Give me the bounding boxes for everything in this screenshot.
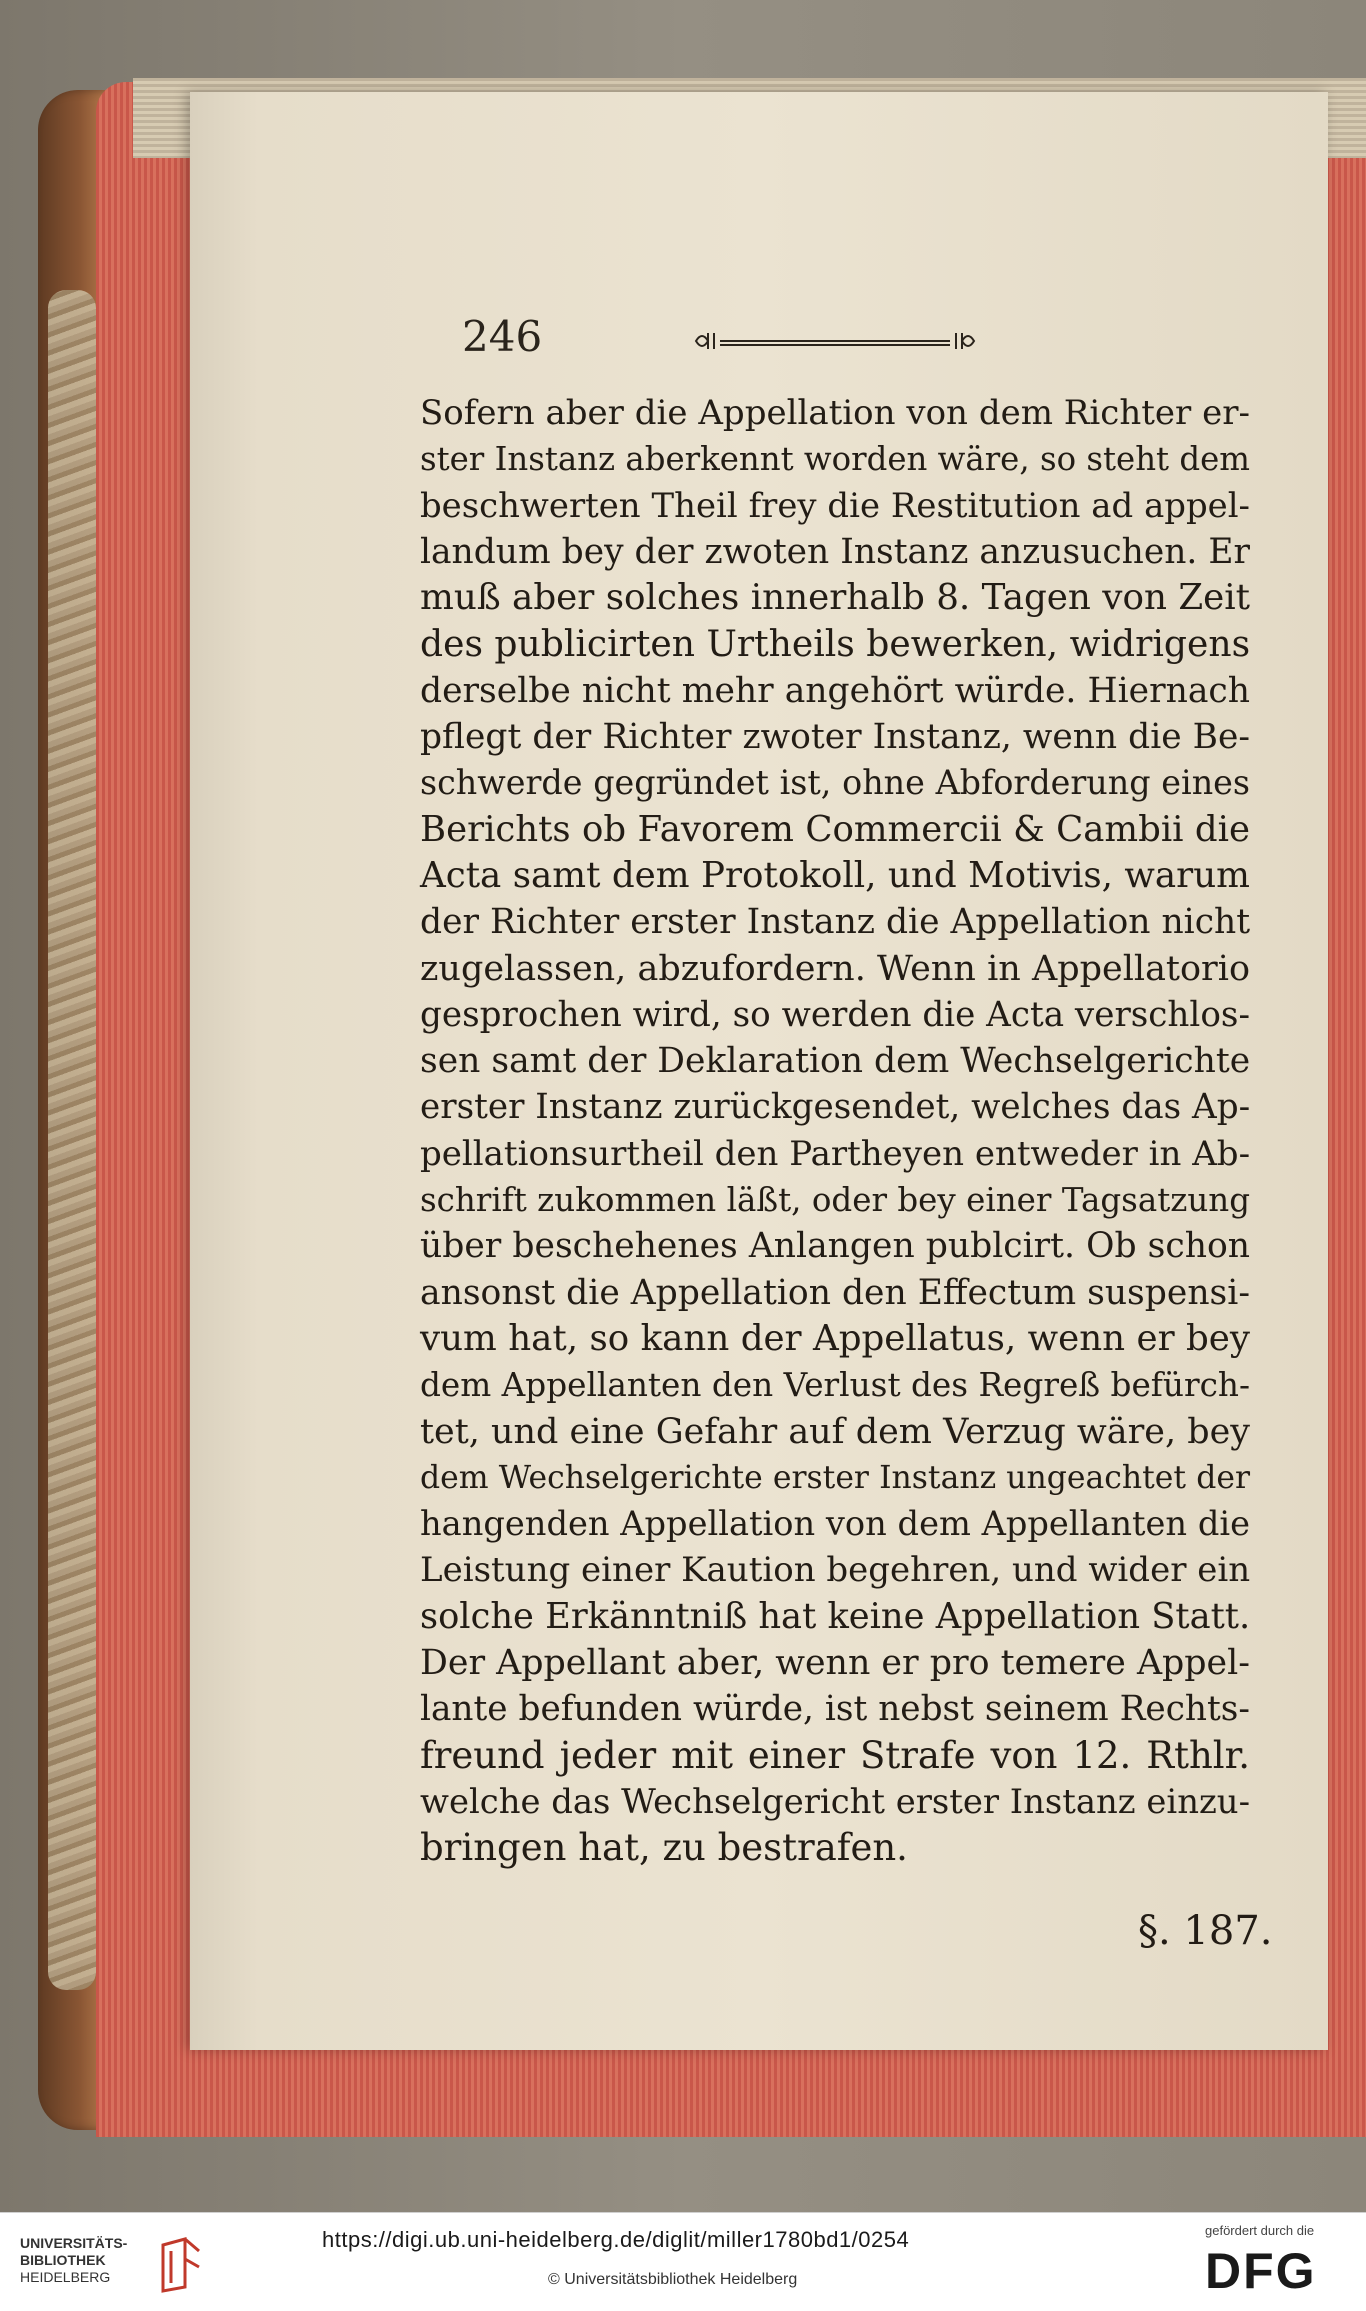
text-line: über beschehenes Anlangen publcirt. Ob schon (420, 1226, 1250, 1267)
copyright-notice: © Universitätsbibliothek Heidelberg (548, 2271, 798, 2288)
text-line: welche das Wechselgericht erster Instanz einzu- (420, 1781, 1250, 1821)
text-line: ster Instanz aberkennt worden wäre, so steht dem (420, 440, 1250, 479)
library-name (20, 2235, 127, 2286)
text-line: vum hat, so kann der Appellatus, wenn er bey (420, 1317, 1250, 1359)
text-line: Der Appellant aber, wenn er pro temere Appel- (420, 1643, 1250, 1684)
text-line: zugelassen, abzufordern. Wenn in Appellatorio (420, 948, 1250, 989)
viewer-footer (0, 2212, 1366, 2311)
text-line: pflegt der Richter zwoter Instanz, wenn die Be- (420, 717, 1250, 758)
page-number: 246 (462, 312, 543, 361)
text-line: derselbe nicht mehr angehört würde. Hiernach (420, 670, 1250, 711)
text-line: erster Instanz zurückgesendet, welches das Ap- (420, 1087, 1251, 1128)
text-line: bringen hat, zu bestrafen. (420, 1826, 908, 1870)
text-line: des publicirten Urtheils bewerken, widrigens (420, 623, 1251, 666)
text-line: pellationsurtheil den Partheyen entweder in Ab- (420, 1133, 1251, 1174)
text-line: beschwerten Theil frey die Restitution ad appel- (420, 485, 1250, 525)
library-name-line3: HEIDELBERG (20, 2269, 111, 2285)
text-line: gesprochen wird, so werden die Acta verschlos- (420, 994, 1250, 1035)
text-line: solche Erkänntniß hat keine Appellation Statt. (420, 1595, 1251, 1637)
cover-marbling (48, 290, 96, 1990)
text-line: ansonst die Appellation den Effectum suspensi- (420, 1272, 1250, 1313)
text-line: Leistung einer Kaution begehren, und wider ein (420, 1550, 1251, 1591)
text-line: sen samt der Deklaration dem Wechselgerichte (420, 1041, 1251, 1082)
text-line: dem Wechselgerichte erster Instanz ungeachtet der (420, 1459, 1250, 1496)
library-name-line1: UNIVERSITÄTS- (20, 2235, 128, 2251)
text-line: tet, und eine Gefahr auf dem Verzug wäre, bey (420, 1411, 1250, 1452)
page-url[interactable]: https://digi.ub.uni-heidelberg.de/diglit/miller1780bd1/0254 (322, 2227, 910, 2252)
catchword: §. 187. (1138, 1908, 1273, 1954)
text-line: hangenden Appellation von dem Appellanten die (420, 1504, 1250, 1544)
text-line: Berichts ob Favorem Commercii & Cambii die (420, 808, 1250, 850)
text-line: Acta samt dem Protokoll, und Motivis, warum (420, 854, 1250, 896)
library-emblem-icon (155, 2237, 205, 2293)
dfg-logo: DFG (1205, 2243, 1317, 2299)
text-line: der Richter erster Instanz die Appellation nicht (420, 902, 1251, 943)
text-line: landum bey der zwoten Instanz anzusuchen. Er (420, 531, 1250, 572)
text-line: dem Appellanten den Verlust des Regreß befürch- (420, 1366, 1250, 1405)
text-line: Sofern aber die Appellation von dem Richter er- (420, 393, 1250, 433)
text-line: muß aber solches innerhalb 8. Tagen von Zeit (420, 577, 1250, 619)
text-line: lante befunden würde, ist nebst seinem Rechts- (420, 1689, 1250, 1730)
text-line: schrift zukommen läßt, oder bey einer Tagsatzung (420, 1181, 1250, 1220)
text-line: freund jeder mit einer Strafe von 12. Rthlr. (420, 1733, 1250, 1777)
library-name-line2: BIBLIOTHEK (20, 2252, 106, 2268)
funder-logo[interactable] (1205, 2223, 1355, 2303)
funder-caption: gefördert durch die (1205, 2223, 1315, 2238)
header-ornament (690, 328, 980, 354)
page-header (462, 312, 1102, 372)
text-line: schwerde gegründet ist, ohne Abforderung eines (420, 763, 1250, 803)
body-text (420, 390, 1250, 1872)
library-logo[interactable] (20, 2235, 200, 2295)
